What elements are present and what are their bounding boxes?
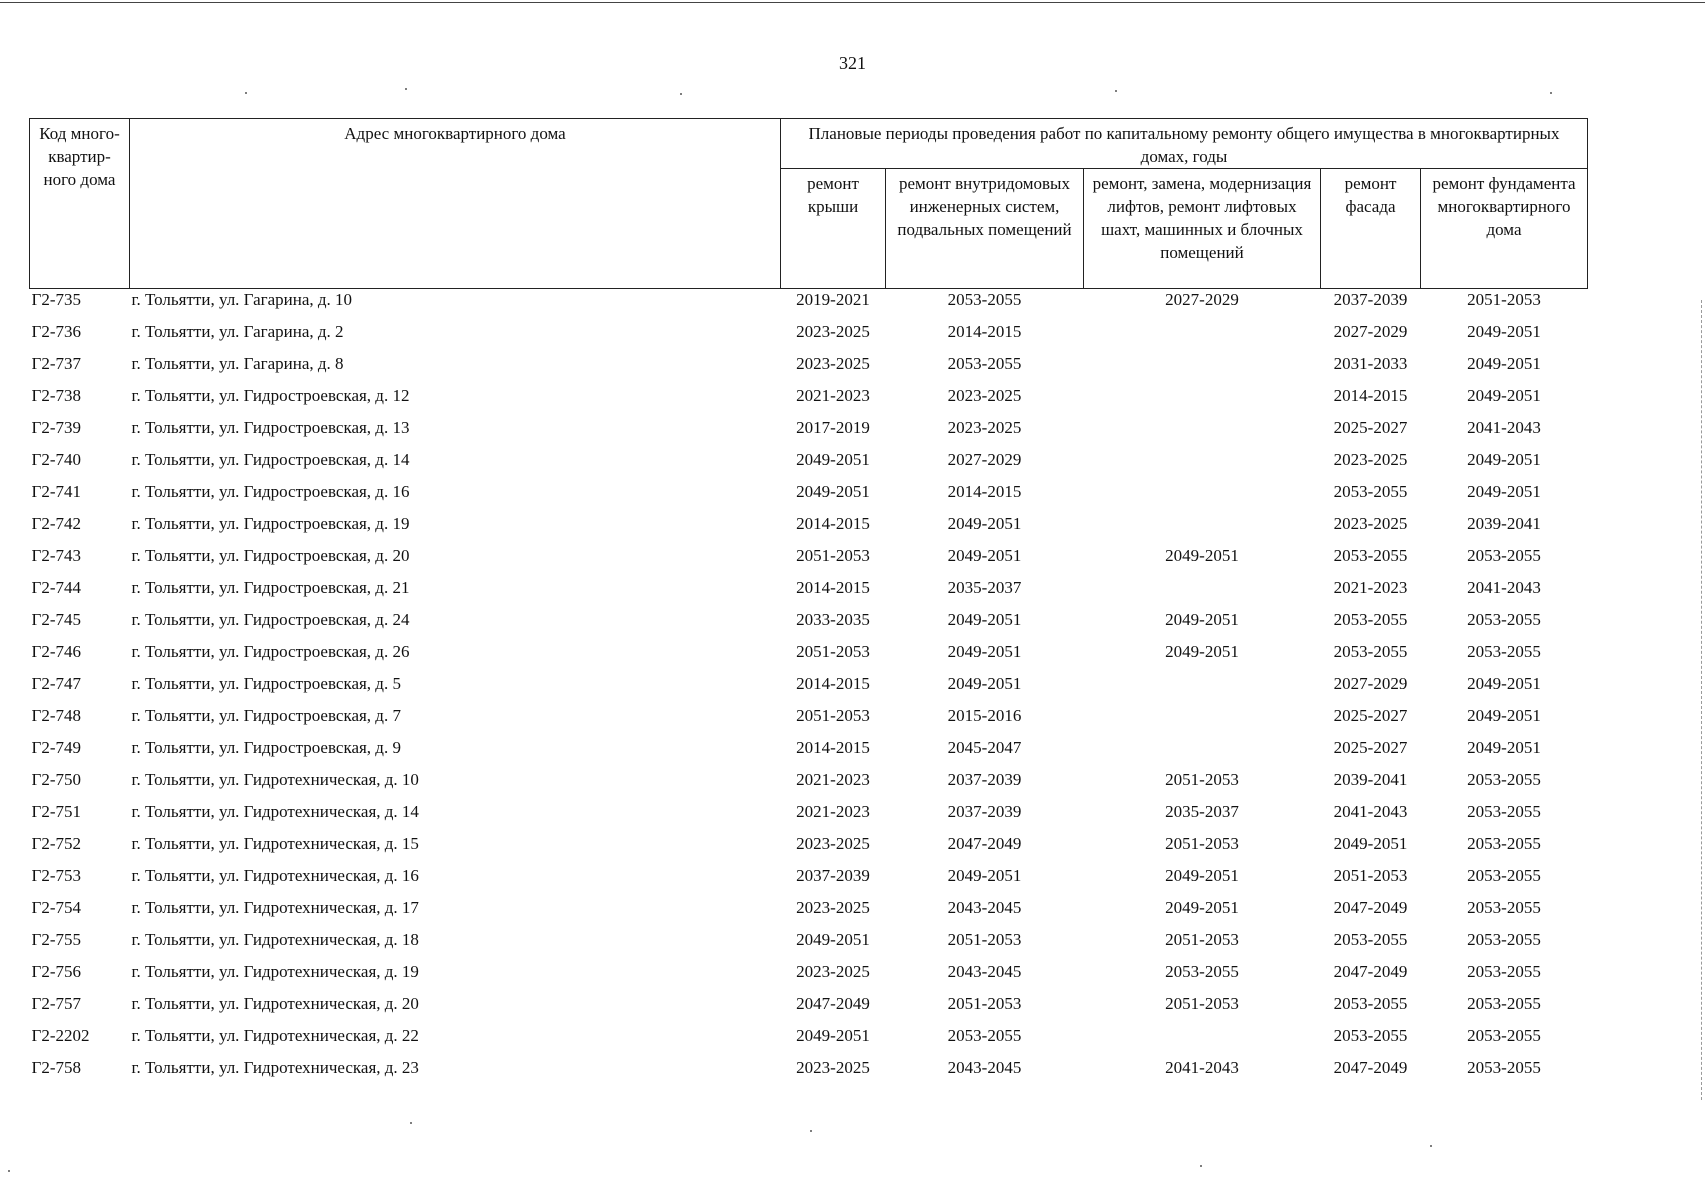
elevator-period-cell [1084,481,1321,513]
building-code-cell: Г2-746 [31,642,81,661]
elevator-period-cell: 2053-2055 [1165,962,1239,981]
foundation-period-cell: 2049-2051 [1467,482,1541,501]
foundation-period-cell: 2049-2051 [1467,738,1541,757]
foundation-period-cell: 2053-2055 [1467,866,1541,885]
foundation-period-cell: 2053-2055 [1467,930,1541,949]
building-code-cell: Г2-745 [31,610,81,629]
address-cell: г. Тольятти, ул. Гидротехническая, д. 23 [131,1058,419,1077]
engineering-period-cell: 2043-2045 [947,1058,1022,1077]
roof-period-cell: 2023-2025 [796,962,870,981]
engineering-period-cell: 2027-2029 [947,450,1022,469]
header-roof-repair: ремонт крыши [781,169,886,289]
address-cell: г. Тольятти, ул. Гидротехническая, д. 10 [131,770,419,789]
elevator-period-cell: 2051-2053 [1165,930,1239,949]
engineering-period-cell: 2014-2015 [947,482,1022,501]
building-code-cell: Г2-753 [31,866,81,885]
facade-period-cell: 2039-2041 [1333,770,1408,789]
header-building-code: Код много-квартир-ного дома [30,119,130,289]
facade-period-cell: 2014-2015 [1333,386,1408,405]
table-row [30,769,1588,801]
roof-period-cell: 2021-2023 [796,770,870,789]
scan-speck [810,1130,812,1132]
table-row [30,705,1588,737]
scan-speck [1200,1165,1202,1167]
facade-period-cell: 2021-2023 [1333,578,1408,597]
facade-period-cell: 2037-2039 [1333,290,1408,309]
table-row [30,609,1588,641]
elevator-period-cell: 2051-2053 [1165,994,1239,1013]
facade-period-cell: 2023-2025 [1333,514,1408,533]
building-code-cell: Г2-743 [31,546,81,565]
building-code-cell: Г2-756 [31,962,81,981]
header-address: Адрес многоквартирного дома [130,119,781,289]
facade-period-cell: 2025-2027 [1333,706,1408,725]
roof-period-cell: 2017-2019 [796,418,870,437]
facade-period-cell: 2049-2051 [1333,834,1408,853]
elevator-period-cell [1084,1025,1321,1057]
address-cell: г. Тольятти, ул. Гагарина, д. 8 [131,354,344,373]
facade-period-cell: 2025-2027 [1333,418,1408,437]
foundation-period-cell: 2053-2055 [1467,546,1541,565]
scan-speck [245,92,247,94]
address-cell: г. Тольятти, ул. Гидротехническая, д. 15 [131,834,419,853]
elevator-period-cell: 2035-2037 [1165,802,1239,821]
building-code-cell: Г2-752 [31,834,81,853]
table-row [30,929,1588,961]
elevator-period-cell: 2041-2043 [1165,1058,1239,1077]
address-cell: г. Тольятти, ул. Гидростроевская, д. 7 [131,706,401,725]
table-header [30,119,1588,289]
elevator-period-cell: 2049-2051 [1165,866,1239,885]
address-cell: г. Тольятти, ул. Гидростроевская, д. 14 [131,450,410,469]
facade-period-cell: 2053-2055 [1333,1026,1408,1045]
foundation-period-cell: 2049-2051 [1467,322,1541,341]
address-cell: г. Тольятти, ул. Гидротехническая, д. 14 [131,802,419,821]
elevator-period-cell [1084,673,1321,705]
table-row [30,577,1588,609]
roof-period-cell: 2023-2025 [796,322,870,341]
building-code-cell: Г2-750 [31,770,81,789]
foundation-period-cell: 2051-2053 [1467,290,1541,309]
address-cell: г. Тольятти, ул. Гидротехническая, д. 20 [131,994,419,1013]
roof-period-cell: 2033-2035 [796,610,870,629]
foundation-period-cell: 2053-2055 [1467,962,1541,981]
address-cell: г. Тольятти, ул. Гидротехническая, д. 16 [131,866,419,885]
address-cell: г. Тольятти, ул. Гидростроевская, д. 13 [131,418,410,437]
address-cell: г. Тольятти, ул. Гидростроевская, д. 20 [131,546,410,565]
engineering-period-cell: 2049-2051 [947,546,1022,565]
address-cell: г. Тольятти, ул. Гидротехническая, д. 22 [131,1026,419,1045]
elevator-period-cell [1084,577,1321,609]
building-code-cell: Г2-2202 [31,1026,90,1045]
top-border-line [0,2,1705,3]
building-code-cell: Г2-749 [31,738,81,757]
engineering-period-cell: 2053-2055 [947,1026,1022,1045]
elevator-period-cell [1084,417,1321,449]
engineering-period-cell: 2043-2045 [947,962,1022,981]
table-row [30,801,1588,833]
table-row [30,833,1588,865]
address-cell: г. Тольятти, ул. Гагарина, д. 10 [131,290,353,309]
elevator-period-cell [1084,321,1321,353]
building-code-cell: Г2-755 [31,930,81,949]
building-code-cell: Г2-738 [31,386,81,405]
table-row [30,545,1588,577]
address-cell: г. Тольятти, ул. Гидротехническая, д. 19 [131,962,419,981]
building-code-cell: Г2-757 [31,994,81,1013]
foundation-period-cell: 2053-2055 [1467,1026,1541,1045]
roof-period-cell: 2049-2051 [796,1026,870,1045]
address-cell: г. Тольятти, ул. Гидростроевская, д. 5 [131,674,401,693]
elevator-period-cell: 2051-2053 [1165,834,1239,853]
building-code-cell: Г2-737 [31,354,81,373]
engineering-period-cell: 2049-2051 [947,642,1022,661]
table-row [30,1025,1588,1057]
elevator-period-cell [1084,737,1321,769]
engineering-period-cell: 2043-2045 [947,898,1022,917]
address-cell: г. Тольятти, ул. Гидростроевская, д. 12 [131,386,410,405]
engineering-period-cell: 2051-2053 [947,930,1022,949]
facade-period-cell: 2023-2025 [1333,450,1408,469]
building-code-cell: Г2-747 [31,674,81,693]
table-row [30,993,1588,1025]
roof-period-cell: 2019-2021 [796,290,870,309]
foundation-period-cell: 2049-2051 [1467,706,1541,725]
elevator-period-cell [1084,449,1321,481]
table-row [30,321,1588,353]
table-body [30,289,1588,1090]
facade-period-cell: 2025-2027 [1333,738,1408,757]
engineering-period-cell: 2023-2025 [947,418,1022,437]
foundation-period-cell: 2049-2051 [1467,450,1541,469]
facade-period-cell: 2047-2049 [1333,1058,1408,1077]
engineering-period-cell: 2014-2015 [947,322,1022,341]
table-row [30,865,1588,897]
roof-period-cell: 2021-2023 [796,386,870,405]
foundation-period-cell: 2049-2051 [1467,354,1541,373]
table-row [30,417,1588,449]
foundation-period-cell: 2041-2043 [1467,418,1541,437]
roof-period-cell: 2037-2039 [796,866,870,885]
scan-speck [1115,90,1117,92]
roof-period-cell: 2023-2025 [796,834,870,853]
roof-period-cell: 2014-2015 [796,578,870,597]
engineering-period-cell: 2015-2016 [947,706,1022,725]
roof-period-cell: 2023-2025 [796,354,870,373]
elevator-period-cell: 2051-2053 [1165,770,1239,789]
scan-speck [1550,92,1552,94]
elevator-period-cell [1084,353,1321,385]
address-cell: г. Тольятти, ул. Гидростроевская, д. 9 [131,738,401,757]
header-row [30,119,1588,169]
facade-period-cell: 2047-2049 [1333,962,1408,981]
building-code-cell: Г2-735 [31,290,81,309]
header-facade-repair: ремонт фасада [1321,169,1421,289]
foundation-period-cell: 2053-2055 [1467,642,1541,661]
facade-period-cell: 2053-2055 [1333,546,1408,565]
building-code-cell: Г2-758 [31,1058,81,1077]
address-cell: г. Тольятти, ул. Гидростроевская, д. 24 [131,610,410,629]
elevator-period-cell [1084,513,1321,545]
roof-period-cell: 2014-2015 [796,674,870,693]
building-code-cell: Г2-736 [31,322,81,341]
table-row [30,961,1588,993]
scan-speck [1430,1145,1432,1147]
scan-edge-line [1701,300,1703,1100]
facade-period-cell: 2041-2043 [1333,802,1408,821]
elevator-period-cell: 2049-2051 [1165,610,1239,629]
header-planned-periods: Плановые периоды проведения работ по капитальному ремонту общего имущества в многоквартирных домах, годы [781,119,1588,169]
building-code-cell: Г2-740 [31,450,81,469]
foundation-period-cell: 2049-2051 [1467,386,1541,405]
foundation-period-cell: 2053-2055 [1467,802,1541,821]
elevator-period-cell [1084,705,1321,737]
foundation-period-cell: 2053-2055 [1467,994,1541,1013]
roof-period-cell: 2047-2049 [796,994,870,1013]
engineering-period-cell: 2053-2055 [947,290,1022,309]
header-elevator-repair: ремонт, замена, модернизация лифтов, ремонт лифтовых шахт, машинных и блочных помещений [1084,169,1321,289]
foundation-period-cell: 2053-2055 [1467,1058,1541,1077]
building-code-cell: Г2-754 [31,898,81,917]
roof-period-cell: 2014-2015 [796,738,870,757]
building-code-cell: Г2-748 [31,706,81,725]
table-row [30,673,1588,705]
scan-speck [680,93,682,95]
foundation-period-cell: 2041-2043 [1467,578,1541,597]
engineering-period-cell: 2049-2051 [947,866,1022,885]
building-code-cell: Г2-742 [31,514,81,533]
engineering-period-cell: 2037-2039 [947,770,1022,789]
roof-period-cell: 2051-2053 [796,642,870,661]
address-cell: г. Тольятти, ул. Гагарина, д. 2 [131,322,344,341]
engineering-period-cell: 2037-2039 [947,802,1022,821]
foundation-period-cell: 2039-2041 [1467,514,1541,533]
building-code-cell: Г2-744 [31,578,81,597]
facade-period-cell: 2031-2033 [1333,354,1408,373]
foundation-period-cell: 2053-2055 [1467,770,1541,789]
scan-speck [410,1122,412,1124]
foundation-period-cell: 2049-2051 [1467,674,1541,693]
scan-speck [8,1170,10,1172]
engineering-period-cell: 2049-2051 [947,674,1022,693]
header-foundation-repair: ремонт фундамента многоквартирного дома [1421,169,1588,289]
header-engineering-repair: ремонт внутридомовых инженерных систем, подвальных помещений [886,169,1084,289]
facade-period-cell: 2053-2055 [1333,610,1408,629]
elevator-period-cell: 2049-2051 [1165,642,1239,661]
table-row [30,897,1588,929]
foundation-period-cell: 2053-2055 [1467,898,1541,917]
elevator-period-cell: 2027-2029 [1165,290,1239,309]
address-cell: г. Тольятти, ул. Гидростроевская, д. 19 [131,514,410,533]
facade-period-cell: 2053-2055 [1333,642,1408,661]
roof-period-cell: 2051-2053 [796,546,870,565]
elevator-period-cell [1084,385,1321,417]
table-row [30,353,1588,385]
address-cell: г. Тольятти, ул. Гидростроевская, д. 21 [131,578,410,597]
engineering-period-cell: 2049-2051 [947,514,1022,533]
table-row [30,385,1588,417]
elevator-period-cell: 2049-2051 [1165,546,1239,565]
foundation-period-cell: 2053-2055 [1467,834,1541,853]
building-code-cell: Г2-741 [31,482,81,501]
facade-period-cell: 2047-2049 [1333,898,1408,917]
building-code-cell: Г2-739 [31,418,81,437]
roof-period-cell: 2049-2051 [796,930,870,949]
elevator-period-cell: 2049-2051 [1165,898,1239,917]
foundation-period-cell: 2053-2055 [1467,610,1541,629]
roof-period-cell: 2051-2053 [796,706,870,725]
address-cell: г. Тольятти, ул. Гидротехническая, д. 18 [131,930,419,949]
roof-period-cell: 2049-2051 [796,482,870,501]
capital-repair-table [29,118,1588,1089]
table-row [30,513,1588,545]
address-cell: г. Тольятти, ул. Гидростроевская, д. 26 [131,642,410,661]
roof-period-cell: 2049-2051 [796,450,870,469]
scan-speck [405,88,407,90]
engineering-period-cell: 2045-2047 [947,738,1022,757]
engineering-period-cell: 2035-2037 [947,578,1022,597]
address-cell: г. Тольятти, ул. Гидростроевская, д. 16 [131,482,410,501]
facade-period-cell: 2027-2029 [1333,674,1408,693]
engineering-period-cell: 2051-2053 [947,994,1022,1013]
table-row [30,1057,1588,1089]
building-code-cell: Г2-751 [31,802,81,821]
table-row [30,641,1588,673]
roof-period-cell: 2023-2025 [796,898,870,917]
roof-period-cell: 2014-2015 [796,514,870,533]
roof-period-cell: 2021-2023 [796,802,870,821]
engineering-period-cell: 2047-2049 [947,834,1022,853]
table-row [30,289,1588,322]
page-number: 321 [839,53,866,73]
table-row [30,737,1588,769]
address-cell: г. Тольятти, ул. Гидротехническая, д. 17 [131,898,419,917]
facade-period-cell: 2027-2029 [1333,322,1408,341]
facade-period-cell: 2053-2055 [1333,482,1408,501]
engineering-period-cell: 2049-2051 [947,610,1022,629]
engineering-period-cell: 2023-2025 [947,386,1022,405]
table-row [30,481,1588,513]
facade-period-cell: 2053-2055 [1333,930,1408,949]
roof-period-cell: 2023-2025 [796,1058,870,1077]
engineering-period-cell: 2053-2055 [947,354,1022,373]
table-row [30,449,1588,481]
facade-period-cell: 2053-2055 [1333,994,1408,1013]
facade-period-cell: 2051-2053 [1333,866,1408,885]
